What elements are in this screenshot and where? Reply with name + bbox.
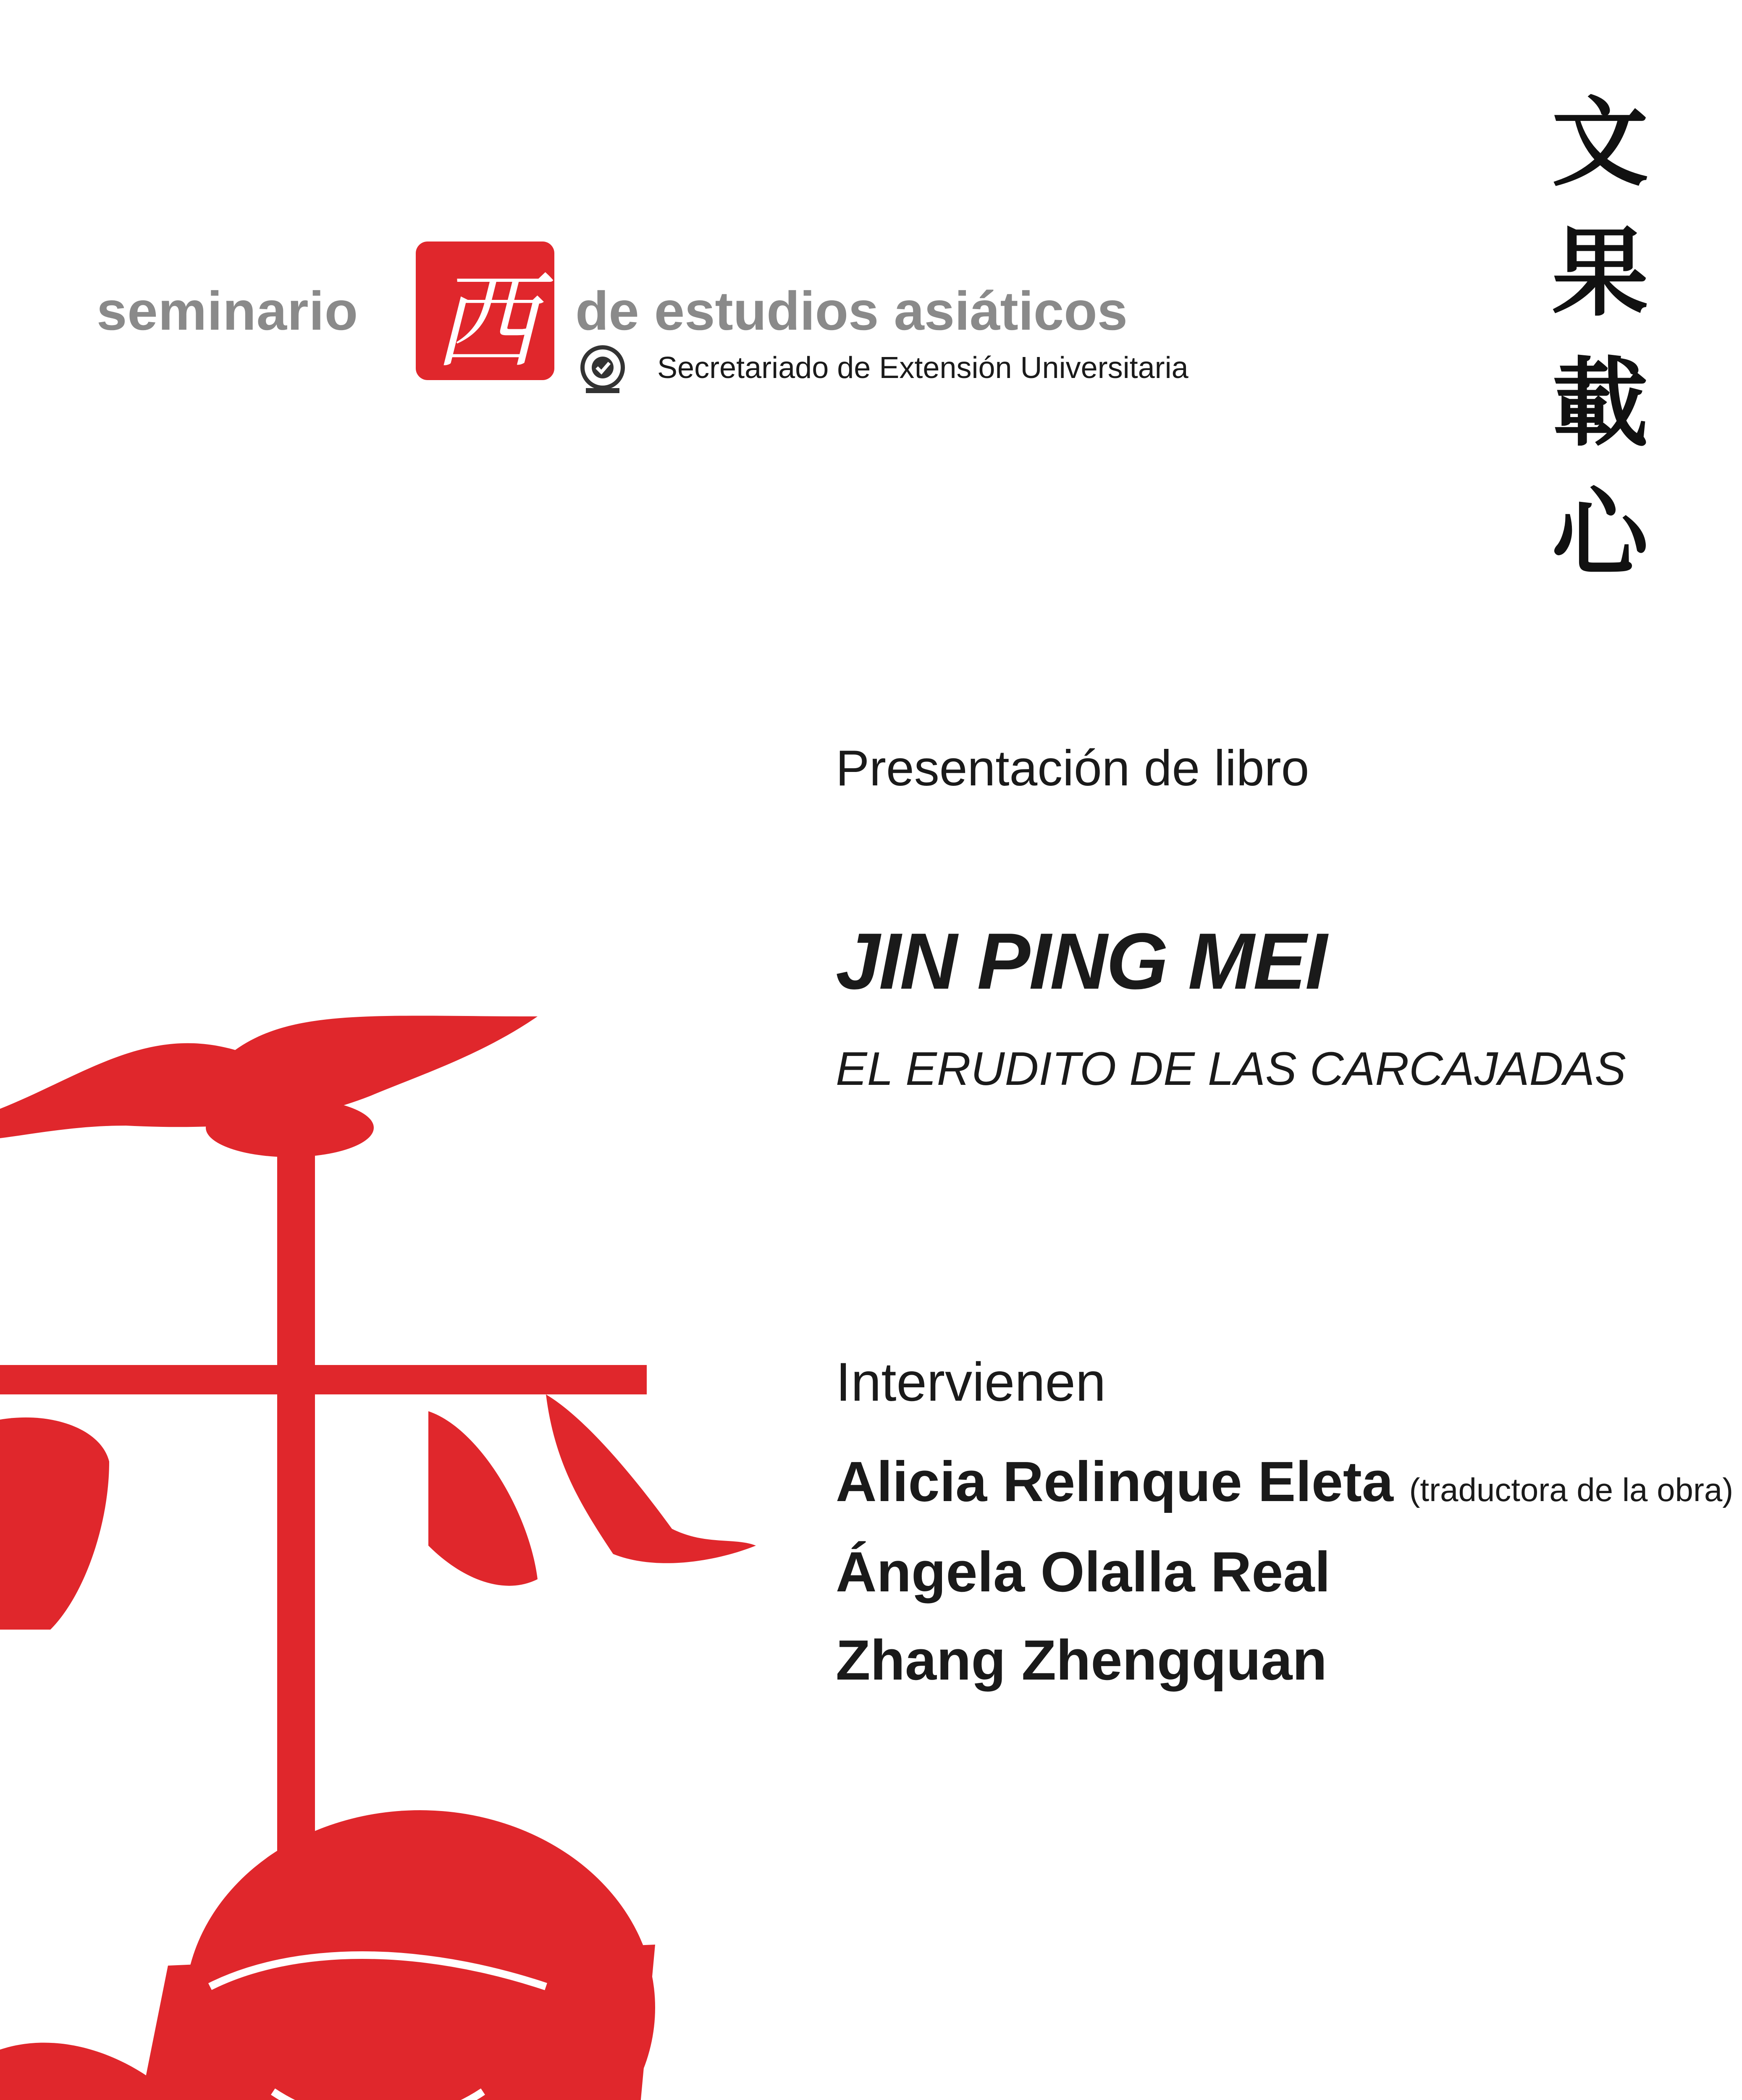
calligraphy-char-3: 載	[1551, 346, 1648, 460]
speaker-name: Ángela Olalla Real	[836, 1540, 1330, 1604]
speaker-3	[836, 1628, 1327, 1693]
seminar-logo-glyph: 西	[433, 261, 538, 383]
book-subtitle: EL ERUDITO DE LAS CARCAJADAS	[836, 1042, 1626, 1095]
calligraphy-char-1: 文	[1551, 86, 1648, 200]
book-title: JIN PING MEI	[836, 917, 1326, 1006]
calligraphy-char-4: 心	[1551, 477, 1648, 590]
seminar-logo-text-left: seminario	[97, 280, 359, 341]
seminar-logo-text-right: de estudios asiáticos	[575, 280, 1128, 341]
certification-badge-icon	[577, 344, 628, 395]
speaker-2	[836, 1539, 1330, 1604]
speaker-1	[836, 1449, 1733, 1514]
speaker-name: Alicia Relinque Eleta	[836, 1450, 1393, 1513]
speaker-note: (traductora de la obra)	[1409, 1471, 1734, 1508]
speaker-name: Zhang Zhengquan	[836, 1628, 1327, 1692]
secretariado-label: Secretariado de Extensión Universitaria	[657, 351, 1188, 385]
speakers-heading: Intervienen	[836, 1351, 1106, 1412]
event-type: Presentación de libro	[836, 740, 1309, 796]
calligraphy-char-2: 果	[1551, 216, 1648, 330]
